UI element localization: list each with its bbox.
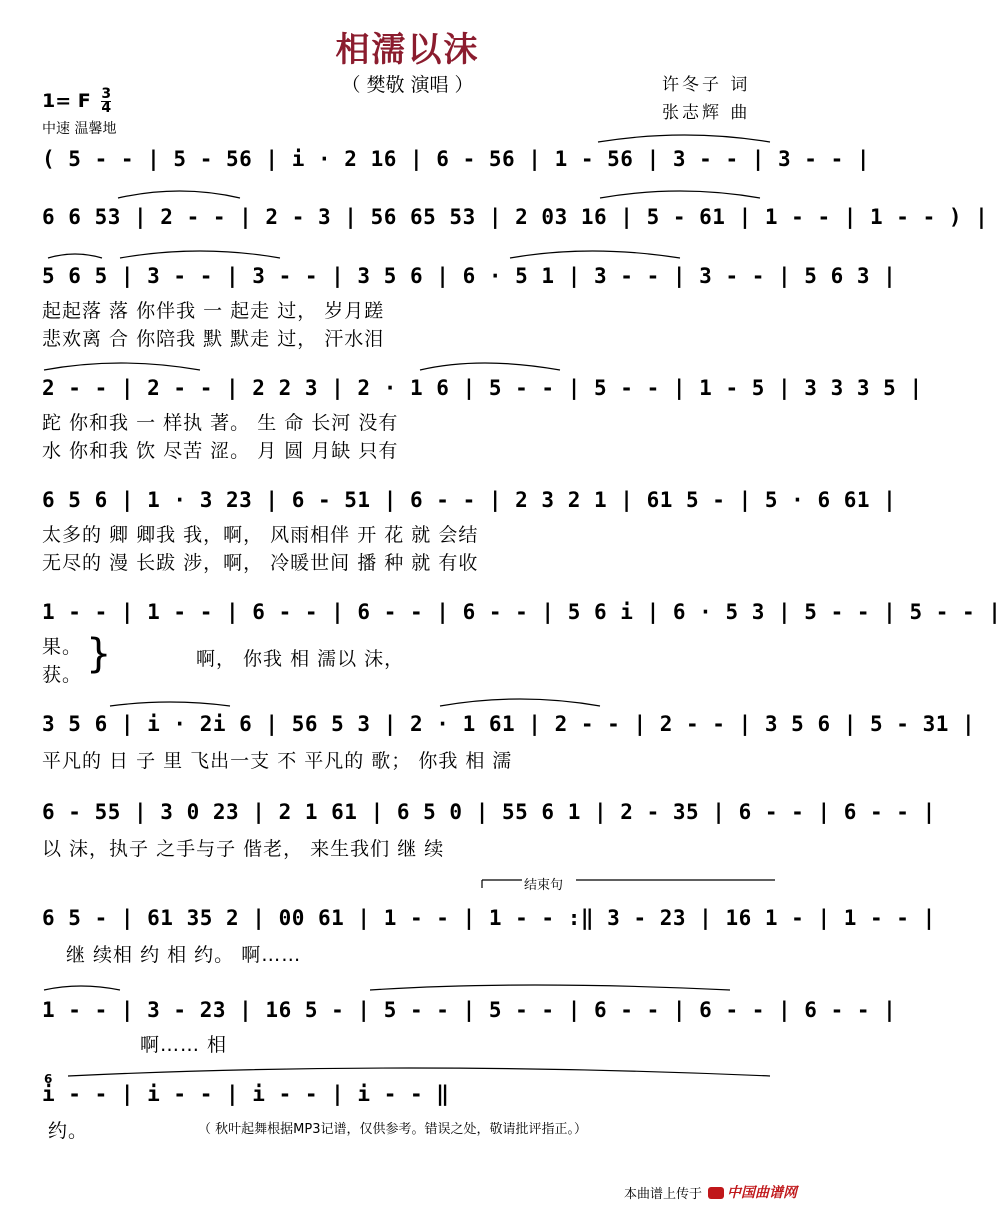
site-logo-icon bbox=[708, 1187, 724, 1199]
lyric-line-11: 约。 bbox=[48, 1120, 89, 1142]
lyric-line-7: 平凡的 日 子 里 飞出一支 不 平凡的 歌； 你我 相 濡 bbox=[42, 750, 513, 772]
score-line-8: 6 - 55 | 3 0 23 | 2 1 61 | 6 5 0 | 55 6 1 | 2 - 35 | 6 - - | 6 - - | bbox=[42, 800, 936, 824]
song-title: 相濡以沫 bbox=[335, 30, 480, 70]
key-label: 1= F bbox=[42, 90, 91, 112]
lyric-line-10: 啊…… 相 bbox=[140, 1034, 228, 1056]
lyric-line-6-verse-2: 获。 bbox=[42, 664, 83, 686]
lyric-line-6-shared: 啊， 你我 相 濡以 沫， bbox=[196, 648, 405, 670]
composer-credit: 张志辉 曲 bbox=[662, 103, 751, 123]
score-line-9: 6 5 - | 61 35 2 | 00 61 | 1 - - | 1 - - :‖ 3 - 23 | 16 1 - | 1 - - | bbox=[42, 906, 936, 930]
lyric-line-4-verse-1: 跎 你和我 一 样执 著。 生 命 长河 没有 bbox=[42, 412, 399, 434]
lyricist-credit: 许冬子 词 bbox=[662, 75, 751, 95]
lyric-line-4-verse-2: 水 你和我 饮 尽苦 涩。 月 圆 月缺 只有 bbox=[42, 440, 399, 462]
lyric-line-5-verse-2: 无尽的 漫 长跋 涉，啊， 冷暖世间 播 种 就 有收 bbox=[42, 552, 479, 574]
score-line-7: 3 5 6 | i · 2i 6 | 56 5 3 | 2 · 1 61 | 2 - - | 2 - - | 3 5 6 | 5 - 31 | bbox=[42, 712, 976, 736]
segno-mark: 6 bbox=[44, 1072, 53, 1086]
time-signature bbox=[101, 88, 111, 115]
tempo-marking: 中速 温馨地 bbox=[42, 121, 117, 137]
lyric-line-6-verse-1: 果。 bbox=[42, 636, 83, 658]
score-line-3: 5 6 5 | 3 - - | 3 - - | 3 5 6 | 6 · 5 1 | 3 - - | 3 - - | 5 6 3 | bbox=[42, 264, 897, 288]
lyric-line-8: 以 沫，执子 之手与子 偕老， 来生我们 继 续 bbox=[42, 838, 445, 860]
site-logo[interactable] bbox=[708, 1182, 797, 1202]
score-line-2: 6 6 53 | 2 - - | 2 - 3 | 56 65 53 | 2 03 16 | 5 - 61 | 1 - - | 1 - - ) | bbox=[42, 205, 989, 229]
key-signature bbox=[42, 88, 111, 115]
score-line-11: i - - | i - - | i - - | i - - ‖ bbox=[42, 1082, 450, 1106]
site-name: 中国曲谱网 bbox=[727, 1185, 797, 1201]
score-line-10: 1 - - | 3 - 23 | 16 5 - | 5 - - | 5 - - | 6 - - | 6 - - | 6 - - | bbox=[42, 998, 897, 1022]
score-line-5: 6 5 6 | 1 · 3 23 | 6 - 51 | 6 - - | 2 3 2 1 | 61 5 - | 5 · 6 61 | bbox=[42, 488, 897, 512]
upload-text: 本曲谱上传于 bbox=[624, 1187, 703, 1202]
singer-subtitle: （ 樊敬 演唱 ） bbox=[341, 74, 474, 96]
verse-brace: } bbox=[86, 631, 112, 677]
score-line-4: 2 - - | 2 - - | 2 2 3 | 2 · 1 6 | 5 - - | 5 - - | 1 - 5 | 3 3 3 5 | bbox=[42, 376, 923, 400]
meter-bottom: 4 bbox=[101, 100, 112, 116]
meter-top: 3 bbox=[101, 86, 112, 102]
lyric-line-5-verse-1: 太多的 卿 卿我 我，啊， 风雨相伴 开 花 就 会结 bbox=[42, 524, 479, 546]
transcription-note: （ 秋叶起舞根据MP3记谱，仅供参考。错误之处，敬请批评指正。） bbox=[198, 1122, 587, 1137]
score-line-6: 1 - - | 1 - - | 6 - - | 6 - - | 6 - - | 5 6 i | 6 · 5 3 | 5 - - | 5 - - | bbox=[42, 600, 1001, 624]
lyric-line-9: 继 续相 约 相 约。 啊…… bbox=[66, 944, 302, 966]
score-line-1: ( 5 - - | 5 - 56 | i · 2 16 | 6 - 56 | 1 - 56 | 3 - - | 3 - - | bbox=[42, 147, 871, 171]
lyric-line-3-verse-1: 起起落 落 你伴我 一 起走 过， 岁月蹉 bbox=[42, 300, 385, 322]
lyric-line-3-verse-2: 悲欢离 合 你陪我 默 默走 过， 汗水泪 bbox=[42, 328, 385, 350]
ending-label: 结束句 bbox=[524, 878, 564, 893]
